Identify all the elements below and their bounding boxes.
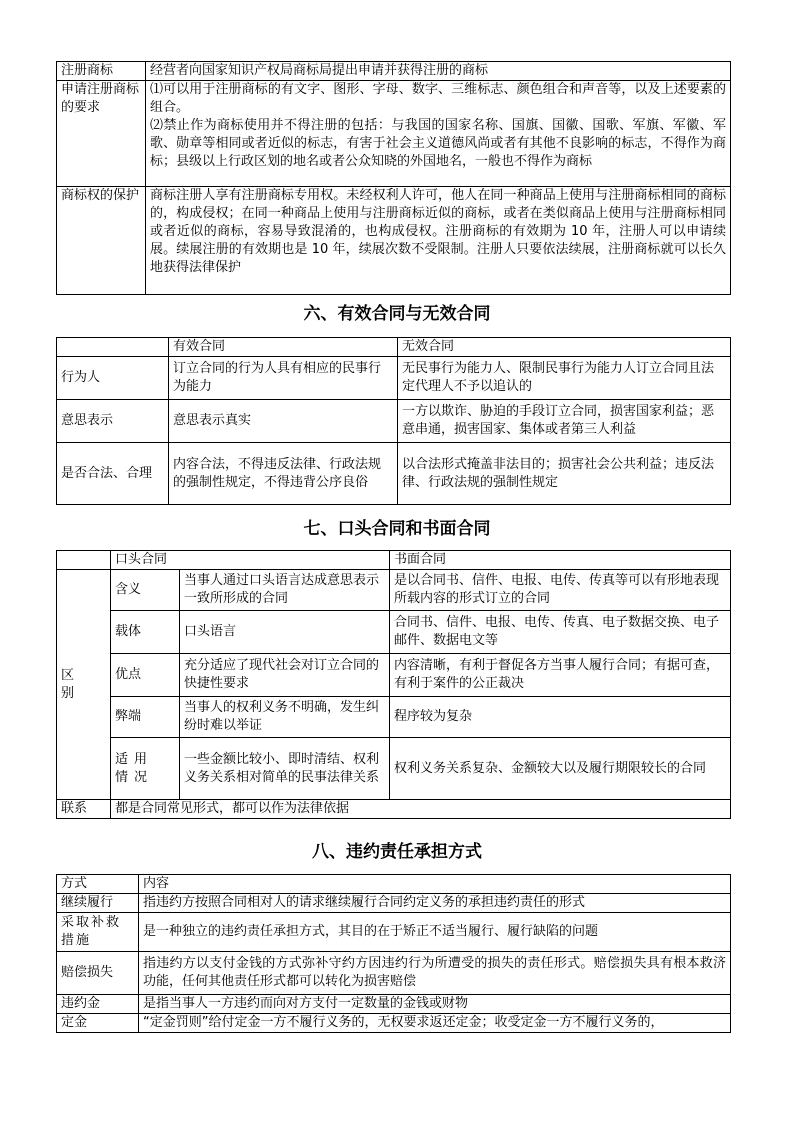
row-label: 定金: [57, 1014, 139, 1033]
table-cell: 是指当事人一方违约而向对方支付一定数量的金钱或财物: [139, 995, 731, 1014]
header-spacer: [57, 551, 111, 570]
table-row: [57, 62, 731, 81]
table-row: [57, 611, 731, 654]
column-header: 口头合同: [111, 551, 390, 570]
table-cell: 充分适应了现代社会对订立合同的快捷性要求: [180, 654, 390, 697]
row-label: 赔偿损失: [57, 952, 139, 995]
table-cell: 合同书、信件、电报、电传、传真、电子数据交换、电子邮件、数据电文等: [390, 611, 731, 654]
column-header: 方式: [57, 875, 139, 894]
row-label: 优点: [111, 654, 180, 697]
table-cell: 意思表示真实: [169, 400, 398, 443]
table-cell: 当事人的权利义务不明确，发生纠纷时难以举证: [180, 697, 390, 738]
table-cell: 程序较为复杂: [390, 697, 731, 738]
table-row: [57, 738, 731, 800]
table-row: [57, 570, 731, 611]
table-row: [57, 952, 731, 995]
row-label: 采取补救措施: [57, 913, 139, 952]
column-header: 内容: [139, 875, 731, 894]
table-cell: 口头语言: [180, 611, 390, 654]
table-cell: 一些金额比较小、即时清结、权利义务关系相对简单的民事法律关系: [180, 738, 390, 800]
row-label: 继续履行: [57, 894, 139, 913]
table-cell: 当事人通过口头语言达成意思表示一致所形成的合同: [180, 570, 390, 611]
table-row: [57, 357, 731, 400]
table-header-row: [57, 551, 731, 570]
table-cell: 一方以欺诈、胁迫的手段订立合同，损害国家利益；恶意串通，损害国家、集体或者第三人利益: [398, 400, 731, 443]
table-row: [57, 187, 731, 295]
group-label: [57, 570, 111, 800]
section-title-valid-invalid-contracts: 六、有效合同与无效合同: [303, 304, 491, 324]
row-content: 经营者向国家知识产权局商标局提出申请并获得注册的商标: [146, 62, 731, 81]
row-label: 申请注册商标的要求: [57, 81, 146, 187]
table-row: [57, 800, 731, 819]
table-cell: 以合法形式掩盖非法目的；损害社会公共利益；违反法律、行政法规的强制性规定: [398, 443, 731, 505]
table-cell: 指违约方按照合同相对人的请求继续履行合同约定义务的承担违约责任的形式: [139, 894, 731, 913]
row-label: 意思表示: [57, 400, 169, 443]
valid-invalid-contract-table: [56, 337, 731, 505]
row-content: 商标注册人享有注册商标专用权。未经权利人许可，他人在同一种商品上使用与注册商标相同的商标的，构成侵权；在同一种商品上使用与注册商标近似的商标，或者在类似商品上使用与注册商标相同或者近似的商标，容易导致混淆的，也构成侵权。注册商标的有效期为 10 年，注册人可以申请续展。续展注册的有效期也是 10 年，续展次数不受限制。注册人只要依法续展，注册商标就可以长久地获得法律保护: [146, 187, 731, 295]
column-header: 有效合同: [169, 338, 398, 357]
table-header-row: [57, 338, 731, 357]
column-header: 书面合同: [390, 551, 731, 570]
trademark-table: [56, 61, 731, 295]
row-label: 含义: [111, 570, 180, 611]
table-cell: 内容清晰，有利于督促各方当事人履行合同；有据可查，有利于案件的公正裁决: [390, 654, 731, 697]
list-item: ⑵禁止作为商标使用并不得注册的包括：与我国的国家名称、国旗、国徽、国歌、军旗、军徽、军歌、勋章等相同或者近似的标志，有害于社会主义道德风尚或者有其他不良影响的标志，不得作为商标；县级以上行政区划的地名或者公众知晓的外国地名，一般也不得作为商标: [150, 118, 726, 169]
table-cell: 内容合法，不得违反法律、行政法规的强制性规定，不得违背公序良俗: [169, 443, 398, 505]
row-label-text: 适用情况: [115, 751, 154, 785]
column-header: 无效合同: [398, 338, 731, 357]
table-cell: 是一种独立的违约责任承担方式，其目的在于矫正不适当履行、履行缺陷的问题: [139, 913, 731, 952]
table-row: [57, 894, 731, 913]
row-label: 注册商标: [57, 62, 146, 81]
row-label: 行为人: [57, 357, 169, 400]
section-title-oral-written-contracts: 七、口头合同和书面合同: [303, 519, 491, 539]
table-cell: 都是合同常见形式，都可以作为法律依据: [111, 800, 731, 819]
table-row: [57, 81, 731, 187]
row-label: [111, 738, 180, 800]
row-label: 违约金: [57, 995, 139, 1014]
table-row: [57, 913, 731, 952]
table-row: [57, 443, 731, 505]
row-label: 商标权的保护: [57, 187, 146, 295]
row-label: 是否合法、合理: [57, 443, 169, 505]
table-cell: 无民事行为能力人、限制民事行为能力人订立合同且法定代理人不予以追认的: [398, 357, 731, 400]
table-cell: 订立合同的行为人具有相应的民事行为能力: [169, 357, 398, 400]
table-cell: “定金罚则”给付定金一方不履行义务的，无权要求返还定金；收受定金一方不履行义务的，: [139, 1014, 731, 1033]
row-label: 联系: [57, 800, 111, 819]
breach-liability-table: [56, 874, 731, 1033]
oral-written-contract-table: [56, 550, 731, 819]
table-cell: 指违约方以支付金钱的方式弥补守约方因违约行为所遭受的损失的责任形式。赔偿损失具有根本救济功能，任何其他责任形式都可以转化为损害赔偿: [139, 952, 731, 995]
table-row: [57, 654, 731, 697]
table-row: [57, 400, 731, 443]
table-row: [57, 697, 731, 738]
group-label-text: 区别: [61, 667, 75, 701]
section-title-liability-methods: 八、违约责任承担方式: [312, 842, 482, 862]
column-header: [57, 338, 169, 357]
row-label: 载体: [111, 611, 180, 654]
table-cell: 权利义务关系复杂、金额较大以及履行期限较长的合同: [390, 738, 731, 800]
table-cell: 是以合同书、信件、电报、电传、传真等可以有形地表现所载内容的形式订立的合同: [390, 570, 731, 611]
row-content: [146, 81, 731, 187]
table-row: [57, 995, 731, 1014]
list-item: ⑴可以用于注册商标的有文字、图形、字母、数字、三维标志、颜色组合和声音等，以及上述要素的组合。: [150, 82, 726, 115]
table-header-row: [57, 875, 731, 894]
row-label: 弊端: [111, 697, 180, 738]
table-row: [57, 1014, 731, 1033]
